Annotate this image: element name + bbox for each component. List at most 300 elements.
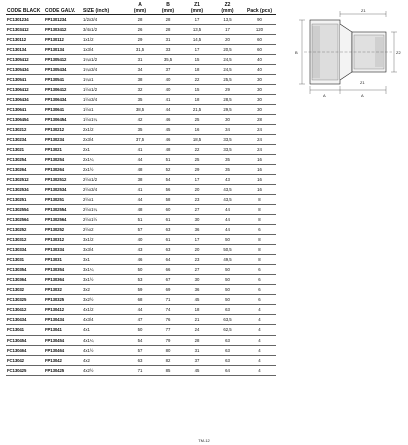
dim-a-cell: 32 — [126, 85, 154, 95]
code-galv-cell: FP13042 — [44, 355, 82, 365]
dim-b-cell: 46 — [154, 135, 182, 145]
dim-z1-cell: 27 — [182, 205, 212, 215]
dim-a-cell: 63 — [126, 355, 154, 365]
dim-b-cell: 58 — [154, 195, 182, 205]
size-cell: 2½x1/2 — [82, 175, 126, 185]
dim-z1-cell: 18 — [182, 65, 212, 75]
pack-cell: 8 — [243, 205, 276, 215]
pack-cell: 40 — [243, 65, 276, 75]
size-cell: 1/2x3/4 — [82, 15, 126, 25]
dim-z1-cell: 31 — [182, 345, 212, 355]
dim-b-cell: 37 — [154, 65, 182, 75]
pack-cell: 4 — [243, 365, 276, 375]
dim-z1-cell: 30 — [182, 215, 212, 225]
pack-cell: 8 — [243, 195, 276, 205]
dim-z2-cell: 30 — [212, 115, 243, 125]
size-cell: 2x1½ — [82, 165, 126, 175]
code-galv-cell: FP1302564 — [44, 215, 82, 225]
pack-cell: 4 — [243, 305, 276, 315]
size-cell: 2½x2 — [82, 225, 126, 235]
dim-a-cell: 35 — [126, 95, 154, 105]
dim-a-cell: 44 — [126, 155, 154, 165]
dim-z2-cell: 28,5 — [212, 95, 243, 105]
dim-a-cell: 31,5 — [126, 45, 154, 55]
size-cell: 4x1/2 — [82, 305, 126, 315]
dim-z2-cell: 64 — [212, 365, 243, 375]
dim-z2-cell: 63 — [212, 355, 243, 365]
table-row — [6, 15, 276, 25]
dim-b-cell: 67 — [154, 275, 182, 285]
code-galv-cell: FP130134 — [44, 45, 82, 55]
table-row — [6, 135, 276, 145]
dim-z2-cell: 29,5 — [212, 105, 243, 115]
size-cell: 2x1/2 — [82, 125, 126, 135]
dim-z1-cell: 21 — [182, 315, 212, 325]
dim-z2-cell: 63 — [212, 335, 243, 345]
size-cell: 2½x1½ — [82, 215, 126, 225]
size-cell: 3x1½ — [82, 275, 126, 285]
code-galv-cell: FP1303412 — [44, 25, 82, 35]
dim-z1-cell: 18 — [182, 305, 212, 315]
pack-cell: 30 — [243, 95, 276, 105]
code-galv-cell: FP130312 — [44, 235, 82, 245]
code-galv-cell: FP1301234 — [44, 15, 82, 25]
table-row — [6, 145, 276, 155]
dim-z2-cell: 43,5 — [212, 195, 243, 205]
dim-b-cell: 74 — [154, 305, 182, 315]
size-cell: 4x1¼ — [82, 335, 126, 345]
size-cell: 2x1 — [82, 145, 126, 155]
code-black-cell: FC13021 — [6, 145, 44, 155]
pack-cell: 16 — [243, 155, 276, 165]
pack-cell: 4 — [243, 345, 276, 355]
dim-a-cell: 47 — [126, 315, 154, 325]
pack-cell: 90 — [243, 15, 276, 25]
code-black-cell: FC130264 — [6, 165, 44, 175]
dim-z2-cell: 44 — [212, 215, 243, 225]
dim-z2-cell: 24,5 — [212, 55, 243, 65]
code-galv-cell: FP1306434 — [44, 95, 82, 105]
code-galv-cell: FP130425 — [44, 365, 82, 375]
dim-b-cell: 60 — [154, 205, 182, 215]
dim-z2-cell: 13,5 — [212, 15, 243, 25]
code-black-cell: FC1306412 — [6, 85, 44, 95]
table-row — [6, 35, 276, 45]
pack-cell: 8 — [243, 215, 276, 225]
size-cell: 1½x1/2 — [82, 85, 126, 95]
header-z1-unit: (mm) — [182, 8, 212, 15]
dim-a-cell: 41 — [126, 145, 154, 155]
dim-a-cell: 57 — [126, 345, 154, 355]
code-galv-cell: FP13032 — [44, 285, 82, 295]
dim-a-cell: 71 — [126, 365, 154, 375]
dim-a-cell: 42 — [126, 115, 154, 125]
pack-cell: 30 — [243, 105, 276, 115]
header-a: A — [138, 2, 142, 8]
table-row — [6, 335, 276, 345]
pack-cell: 16 — [243, 185, 276, 195]
dim-z1-cell: 18,5 — [182, 135, 212, 145]
size-cell: 2x3/4 — [82, 135, 126, 145]
table-row — [6, 75, 276, 85]
dim-z2-cell: 50 — [212, 285, 243, 295]
size-cell: 2½x1¼ — [82, 205, 126, 215]
dim-b-cell: 80 — [154, 345, 182, 355]
dim-b-cell: 33 — [154, 45, 182, 55]
table-body — [6, 15, 276, 376]
size-cell: 3x2 — [82, 285, 126, 295]
code-black-cell: FC130412 — [6, 305, 44, 315]
pack-cell: 40 — [243, 55, 276, 65]
dim-b-cell: 85 — [154, 365, 182, 375]
dim-z1-cell: 21,5 — [182, 105, 212, 115]
dim-z1-cell: 20 — [182, 245, 212, 255]
code-black-cell: FC1302512 — [6, 175, 44, 185]
dim-a-cell: 59 — [126, 285, 154, 295]
header-z2-unit: (mm) — [212, 8, 243, 15]
dim-z1-cell: 27 — [182, 265, 212, 275]
dim-a-cell: 48 — [126, 165, 154, 175]
dim-z1-cell: 37 — [182, 355, 212, 365]
dim-a-cell: 40 — [126, 235, 154, 245]
size-cell: 3/4x1/2 — [82, 25, 126, 35]
code-black-cell: FC130252 — [6, 225, 44, 235]
dim-b-cell: 61 — [154, 215, 182, 225]
dim-z1-cell: 36 — [182, 225, 212, 235]
table-row — [6, 105, 276, 115]
pack-cell: 4 — [243, 355, 276, 365]
dim-a-cell: 44 — [126, 305, 154, 315]
dim-b-cell: 77 — [154, 325, 182, 335]
code-galv-cell: FP130541 — [44, 75, 82, 85]
dim-a-cell: 48 — [126, 205, 154, 215]
dim-z1-cell: 25 — [182, 155, 212, 165]
code-black-cell: FC130364 — [6, 275, 44, 285]
code-black-cell: FC130112 — [6, 35, 44, 45]
pack-cell: 24 — [243, 135, 276, 145]
label-z2: Z2 — [396, 50, 401, 55]
size-cell: 4x2½ — [82, 365, 126, 375]
dim-a-cell: 34 — [126, 65, 154, 75]
code-black-cell: FC1301234 — [6, 15, 44, 25]
dim-z2-cell: 17 — [212, 25, 243, 35]
code-galv-cell: FP1302512 — [44, 175, 82, 185]
table-row — [6, 165, 276, 175]
dim-z2-cell: 33,5 — [212, 145, 243, 155]
code-galv-cell: FP130464 — [44, 345, 82, 355]
size-cell: 3x1¼ — [82, 265, 126, 275]
table-row — [6, 345, 276, 355]
size-cell: 1¼x3/4 — [82, 65, 126, 75]
dim-b-cell: 63 — [154, 225, 182, 235]
code-black-cell: FC130212 — [6, 125, 44, 135]
dim-a-cell: 38,5 — [126, 105, 154, 115]
dim-z1-cell: 17 — [182, 45, 212, 55]
pack-cell: 60 — [243, 35, 276, 45]
size-cell: 2½x1 — [82, 195, 126, 205]
dimensions-table — [6, 2, 276, 376]
code-black-cell: FC130641 — [6, 105, 44, 115]
dim-z1-cell: 15 — [182, 55, 212, 65]
dim-a-cell: 57 — [126, 225, 154, 235]
dim-z1-cell: 17 — [182, 15, 212, 25]
dim-a-cell: 41 — [126, 185, 154, 195]
size-cell: 4x1 — [82, 325, 126, 335]
code-black-cell: FC130425 — [6, 365, 44, 375]
code-black-cell: FC130541 — [6, 75, 44, 85]
size-cell: 4x3/4 — [82, 315, 126, 325]
table-row — [6, 295, 276, 305]
dim-a-cell: 51 — [126, 215, 154, 225]
size-cell: 1x1/2 — [82, 35, 126, 45]
dim-b-cell: 44 — [154, 105, 182, 115]
dim-b-cell: 52 — [154, 165, 182, 175]
code-black-cell: FC1302564 — [6, 215, 44, 225]
dim-b-cell: 35,5 — [154, 55, 182, 65]
code-black-cell: FC130251 — [6, 195, 44, 205]
dim-a-cell: 37,5 — [126, 135, 154, 145]
code-black-cell: FC1305412 — [6, 55, 44, 65]
pack-cell: 30 — [243, 75, 276, 85]
pack-cell: 4 — [243, 315, 276, 325]
size-cell: 1¼x1 — [82, 75, 126, 85]
dim-b-cell: 40 — [154, 85, 182, 95]
pack-cell: 4 — [243, 325, 276, 335]
table-row — [6, 55, 276, 65]
size-cell: 1½x3/4 — [82, 95, 126, 105]
label-a-left: A — [323, 93, 326, 98]
pack-cell: 6 — [243, 295, 276, 305]
dim-z1-cell: 17 — [182, 175, 212, 185]
dim-b-cell: 69 — [154, 285, 182, 295]
dim-b-cell: 54 — [154, 175, 182, 185]
dim-b-cell: 40 — [154, 75, 182, 85]
pack-cell: 16 — [243, 175, 276, 185]
dim-b-cell: 66 — [154, 265, 182, 275]
code-black-cell: FC130354 — [6, 265, 44, 275]
dim-b-cell: 46 — [154, 115, 182, 125]
pack-cell: 4 — [243, 335, 276, 345]
dim-z2-cell: 44 — [212, 225, 243, 235]
label-a-right: A — [361, 93, 364, 98]
code-black-cell: FC13031 — [6, 255, 44, 265]
dim-a-cell: 44 — [126, 195, 154, 205]
dim-z1-cell: 20 — [182, 185, 212, 195]
code-galv-cell: FP130334 — [44, 245, 82, 255]
dim-z2-cell: 43,5 — [212, 185, 243, 195]
code-black-cell: FC130312 — [6, 235, 44, 245]
dim-b-cell: 31 — [154, 35, 182, 45]
code-black-cell: FC1306434 — [6, 95, 44, 105]
size-cell: 3x1 — [82, 255, 126, 265]
size-cell: 2½x3/4 — [82, 185, 126, 195]
pack-cell: 120 — [243, 25, 276, 35]
dim-b-cell: 63 — [154, 245, 182, 255]
table-row — [6, 115, 276, 125]
dim-a-cell: 50 — [126, 325, 154, 335]
dim-a-cell: 46 — [126, 255, 154, 265]
code-black-cell: FC130254 — [6, 155, 44, 165]
pack-cell: 8 — [243, 245, 276, 255]
dim-b-cell: 56 — [154, 185, 182, 195]
dim-b-cell: 28 — [154, 15, 182, 25]
dim-z1-cell: 45 — [182, 295, 212, 305]
size-cell: 3x3/4 — [82, 245, 126, 255]
table-row — [6, 285, 276, 295]
dim-z2-cell: 33,5 — [212, 135, 243, 145]
dim-z1-cell: 22 — [182, 75, 212, 85]
dim-z2-cell: 29 — [212, 85, 243, 95]
pack-cell: 6 — [243, 225, 276, 235]
size-cell: 3x1/2 — [82, 235, 126, 245]
code-galv-cell: FP130454 — [44, 335, 82, 345]
dim-z2-cell: 43 — [212, 175, 243, 185]
dim-z2-cell: 63 — [212, 305, 243, 315]
dim-z1-cell: 18 — [182, 95, 212, 105]
code-galv-cell: FP130112 — [44, 35, 82, 45]
dim-a-cell: 29 — [126, 35, 154, 45]
header-a-unit: (mm) — [126, 8, 154, 15]
dim-z2-cell: 35 — [212, 165, 243, 175]
dim-z1-cell: 17 — [182, 235, 212, 245]
dim-z2-cell: 34 — [212, 125, 243, 135]
table-row — [6, 325, 276, 335]
header-code-black: CODE BLACK — [6, 8, 44, 15]
size-cell: 1½x1¼ — [82, 115, 126, 125]
size-cell: 1½x1 — [82, 105, 126, 115]
code-black-cell: FC130134 — [6, 45, 44, 55]
code-black-cell: FC1303412 — [6, 25, 44, 35]
code-galv-cell: FP130251 — [44, 195, 82, 205]
pack-cell: 6 — [243, 275, 276, 285]
header-pack: Pack (pcs) — [243, 8, 276, 15]
header-b: B — [166, 2, 170, 8]
dim-z2-cell: 50 — [212, 275, 243, 285]
table-row — [6, 125, 276, 135]
dim-b-cell: 82 — [154, 355, 182, 365]
dim-b-cell: 79 — [154, 335, 182, 345]
table-row — [6, 305, 276, 315]
table-row — [6, 245, 276, 255]
dim-z1-cell: 15 — [182, 85, 212, 95]
header-size: SIZE (inch) — [82, 8, 126, 15]
code-galv-cell: FP130641 — [44, 105, 82, 115]
header-z1: Z1 — [194, 2, 200, 8]
page-footer: TM-12 — [198, 438, 210, 443]
code-galv-cell: FP1306412 — [44, 85, 82, 95]
code-black-cell: FC1306454 — [6, 115, 44, 125]
dim-z1-cell: 16 — [182, 125, 212, 135]
code-galv-cell: FP130412 — [44, 305, 82, 315]
dim-a-cell: 43 — [126, 245, 154, 255]
code-black-cell: FC1302534 — [6, 185, 44, 195]
code-black-cell: FC130434 — [6, 315, 44, 325]
table-row — [6, 265, 276, 275]
dim-z1-cell: 13,5 — [182, 25, 212, 35]
size-cell: 4x2 — [82, 355, 126, 365]
size-cell: 3x2½ — [82, 295, 126, 305]
table-row — [6, 205, 276, 215]
dim-z2-cell: 44 — [212, 205, 243, 215]
pack-cell: 6 — [243, 285, 276, 295]
code-black-cell: FC13041 — [6, 325, 44, 335]
label-z1-top: Z1 — [361, 8, 366, 13]
code-galv-cell: FP130254 — [44, 155, 82, 165]
code-galv-cell: FP13041 — [44, 325, 82, 335]
dim-a-cell: 68 — [126, 295, 154, 305]
size-cell: 4x1½ — [82, 345, 126, 355]
table-row — [6, 355, 276, 365]
code-galv-cell: FP1306454 — [44, 115, 82, 125]
code-galv-cell: FP13031 — [44, 255, 82, 265]
table-row — [6, 225, 276, 235]
dim-z2-cell: 20 — [212, 35, 243, 45]
dim-a-cell: 26 — [126, 25, 154, 35]
code-galv-cell: FP130252 — [44, 225, 82, 235]
dim-z2-cell: 50,5 — [212, 245, 243, 255]
dim-z2-cell: 25,5 — [212, 75, 243, 85]
pack-cell: 8 — [243, 235, 276, 245]
code-black-cell: FC13042 — [6, 355, 44, 365]
dim-a-cell: 53 — [126, 275, 154, 285]
code-black-cell: FC130325 — [6, 295, 44, 305]
dim-z2-cell: 50 — [212, 295, 243, 305]
table-row — [6, 365, 276, 375]
code-galv-cell: FP1305434 — [44, 65, 82, 75]
dim-b-cell: 45 — [154, 125, 182, 135]
table-row — [6, 175, 276, 185]
code-black-cell: FC1302554 — [6, 205, 44, 215]
dim-z2-cell: 49,5 — [212, 255, 243, 265]
pack-cell: 6 — [243, 265, 276, 275]
code-black-cell: FC130464 — [6, 345, 44, 355]
code-black-cell: FC130334 — [6, 245, 44, 255]
dim-b-cell: 71 — [154, 295, 182, 305]
code-galv-cell: FP130212 — [44, 125, 82, 135]
reducing-socket-diagram — [290, 4, 406, 100]
dim-a-cell: 31 — [126, 55, 154, 65]
code-galv-cell: FP130364 — [44, 275, 82, 285]
dim-b-cell: 64 — [154, 255, 182, 265]
code-galv-cell: FP13021 — [44, 145, 82, 155]
dim-z1-cell: 45 — [182, 365, 212, 375]
dim-b-cell: 61 — [154, 235, 182, 245]
header-code-galv: CODE GALV. — [44, 8, 82, 15]
label-b: B — [295, 50, 298, 55]
dim-z1-cell: 22 — [182, 145, 212, 155]
dim-z1-cell: 36 — [182, 285, 212, 295]
dim-z1-cell: 14,5 — [182, 35, 212, 45]
dim-z2-cell: 62,5 — [212, 325, 243, 335]
header-b-unit: (mm) — [154, 8, 182, 15]
code-galv-cell: FP130434 — [44, 315, 82, 325]
dim-z2-cell: 63,5 — [212, 315, 243, 325]
table-row — [6, 315, 276, 325]
dim-b-cell: 41 — [154, 95, 182, 105]
dim-b-cell: 48 — [154, 145, 182, 155]
code-galv-cell: FP130354 — [44, 265, 82, 275]
dim-a-cell: 54 — [126, 335, 154, 345]
dim-z1-cell: 24 — [182, 325, 212, 335]
dim-z2-cell: 50 — [212, 265, 243, 275]
size-cell: 2x1¼ — [82, 155, 126, 165]
table-row — [6, 95, 276, 105]
table-row — [6, 45, 276, 55]
dim-z2-cell: 50 — [212, 235, 243, 245]
dim-b-cell: 51 — [154, 155, 182, 165]
dim-z1-cell: 23 — [182, 195, 212, 205]
code-galv-cell: FP1302534 — [44, 185, 82, 195]
